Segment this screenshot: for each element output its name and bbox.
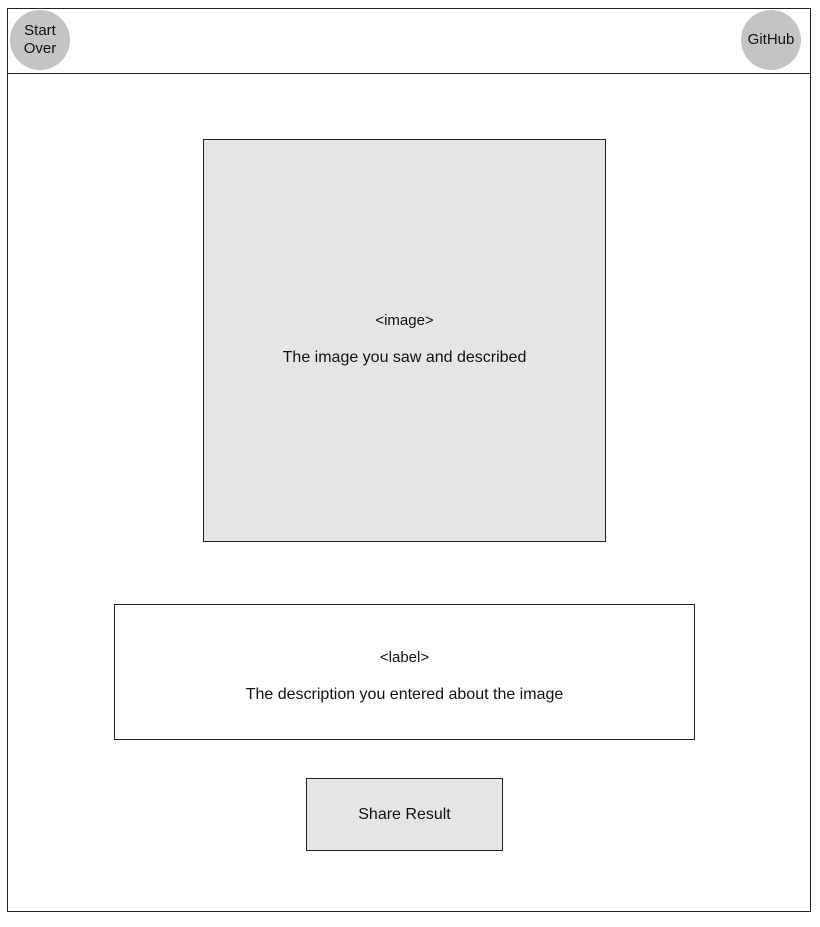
header-divider (7, 73, 811, 74)
label-caption: The description you entered about the image (245, 686, 564, 703)
github-button[interactable]: GitHub (741, 10, 801, 70)
image-placeholder (203, 139, 606, 542)
label-tag: <label> (379, 649, 430, 666)
image-tag: <image> (375, 312, 434, 329)
image-caption: The image you saw and described (282, 349, 527, 366)
start-over-button[interactable]: Start Over (10, 10, 70, 70)
share-result-button[interactable]: Share Result (306, 778, 503, 851)
label-panel (114, 604, 695, 740)
